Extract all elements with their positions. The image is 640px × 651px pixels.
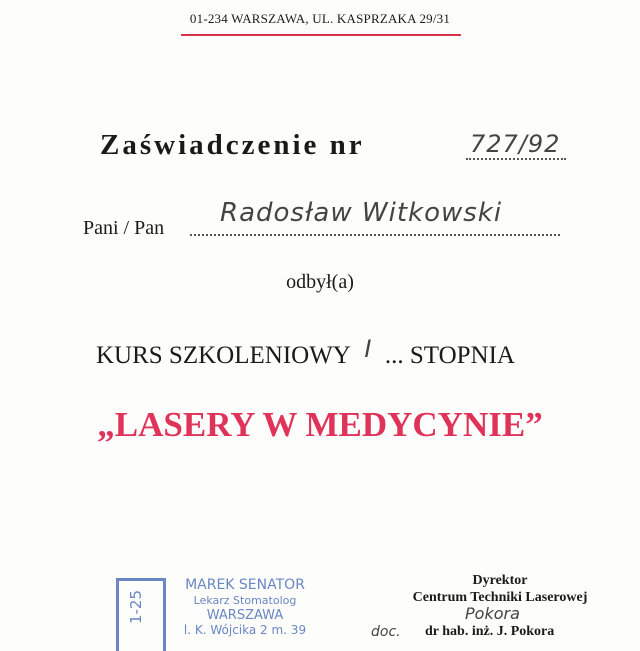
stamp-profession: Lekarz Stomatolog — [193, 594, 297, 607]
course-line — [96, 335, 515, 371]
certificate-title: Zaświadczenie nr — [100, 129, 365, 161]
signatory-name: dr hab. inż. J. Pokora — [425, 624, 555, 639]
handwritten-signature: Pokora — [465, 604, 520, 623]
signature-role: Dyrektor — [472, 573, 528, 588]
signature-institution: Centrum Techniki Laserowej — [412, 590, 588, 605]
signature-block — [390, 572, 610, 606]
stamp-name: MAREK SENATOR — [185, 577, 305, 593]
handwritten-title-prefix: doc. — [371, 624, 401, 640]
recipient-name: Radosław Witkowski — [220, 198, 503, 228]
stamp-address: l. K. Wójcika 2 m. 39 — [183, 623, 307, 637]
recipient-label: Pani / Pan — [83, 217, 165, 239]
course-level: I — [364, 335, 372, 363]
completed-label: odbył(a) — [286, 271, 354, 293]
doctor-stamp — [170, 578, 320, 638]
course-prefix: KURS SZKOLENIOWY — [96, 342, 351, 369]
header-address: 01-234 WARSZAWA, UL. KASPRZAKA 29/31 — [189, 11, 451, 26]
date-stamp: 1-25 — [127, 590, 145, 625]
course-name: „LASERY W MEDYCYNIE” — [97, 405, 543, 444]
course-suffix: ... STOPNIA — [384, 342, 515, 369]
stamp-city: WARSZAWA — [206, 608, 284, 623]
certificate-number: 727/92 — [470, 130, 561, 158]
header-divider — [181, 34, 461, 36]
